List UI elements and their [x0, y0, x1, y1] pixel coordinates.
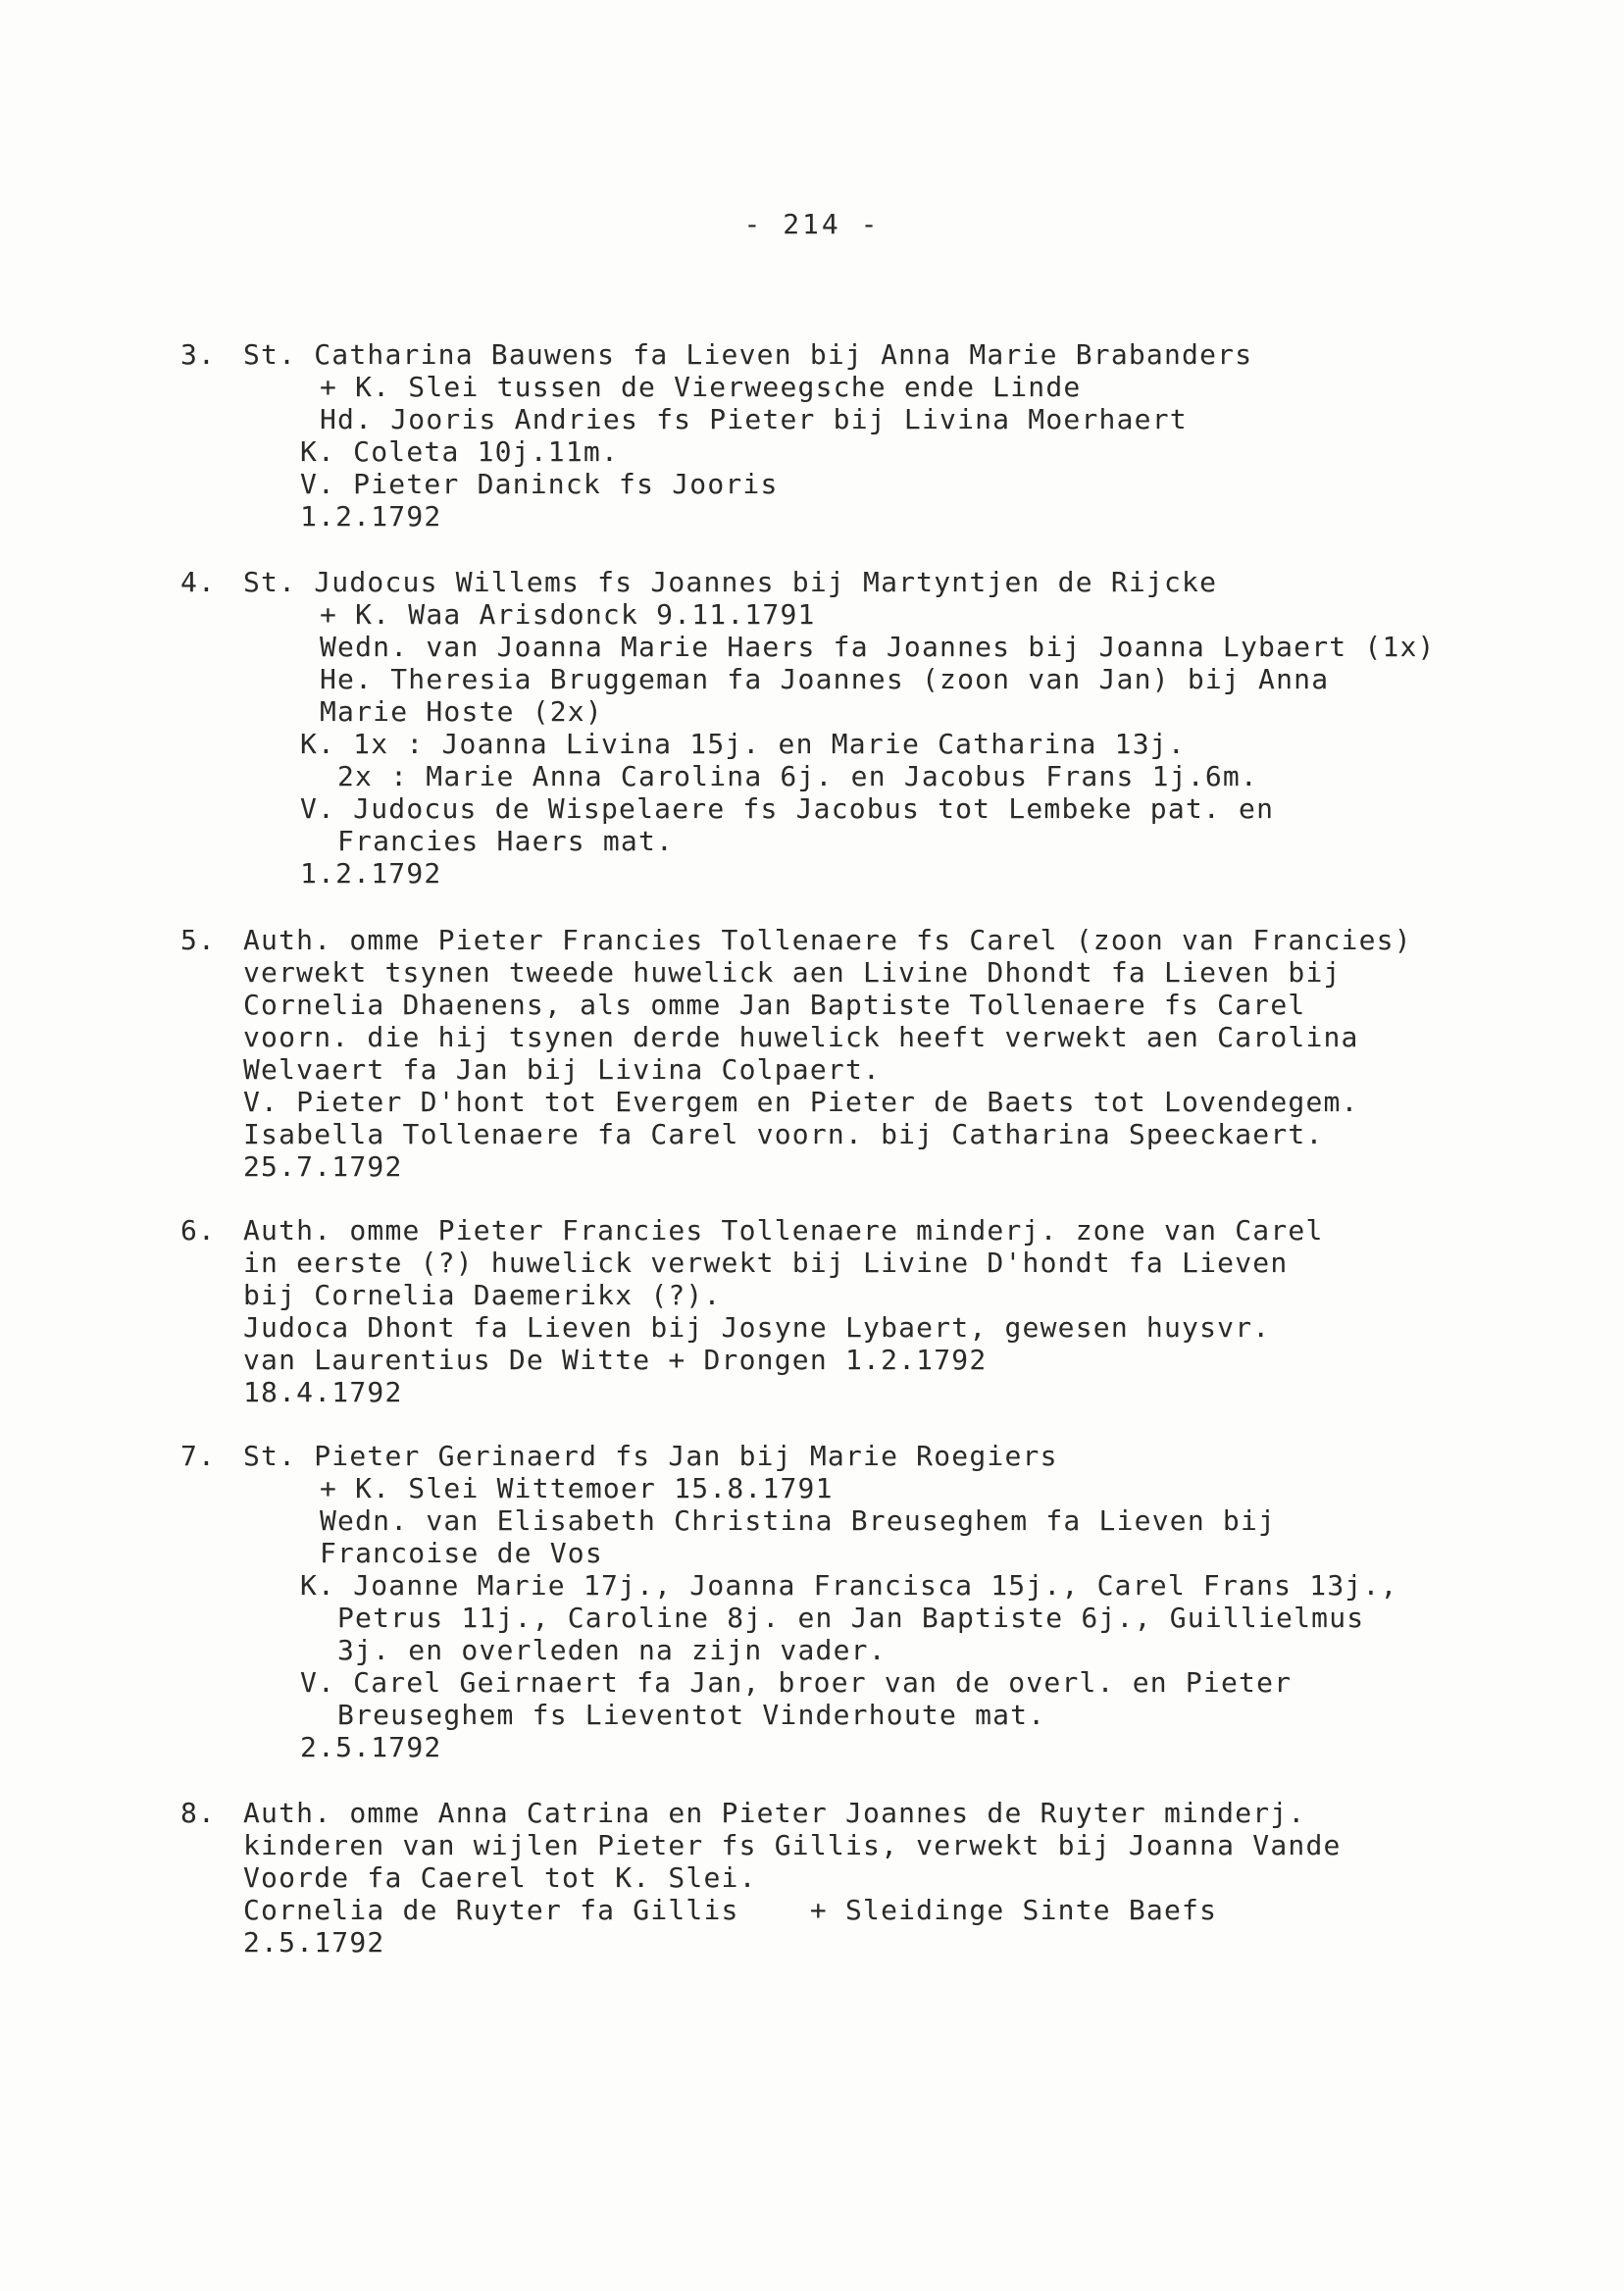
entry-number: 3.	[180, 338, 217, 371]
entry-line: Auth. omme Pieter Francies Tollenaere fs Carel (zoon van Francies)	[243, 924, 1412, 956]
entry-line: Wedn. van Elisabeth Christina Breuseghem fa Lieven bij	[320, 1504, 1277, 1537]
entry-line: + K. Slei Wittemoer 15.8.1791	[320, 1472, 834, 1504]
entry-7	[180, 1440, 1593, 1763]
page-number: - 214 -	[743, 208, 881, 240]
entry-line: Petrus 11j., Caroline 8j. en Jan Baptiste 6j., Guillielmus	[337, 1602, 1365, 1634]
entry-line: Wedn. van Joanna Marie Haers fa Joannes bij Joanna Lybaert (1x)	[320, 631, 1436, 663]
entry-line: Isabella Tollenaere fa Carel voorn. bij Catharina Speeckaert.	[243, 1118, 1324, 1150]
entry-line: 2.5.1792	[300, 1731, 442, 1763]
entry-line: K. 1x : Joanna Livina 15j. en Marie Catharina 13j.	[300, 728, 1186, 760]
entry-number: 5.	[180, 924, 217, 956]
entry-body	[180, 1214, 1593, 1408]
entry-number: 6.	[180, 1214, 217, 1247]
entry-line: Breuseghem fs Lieventot Vinderhoute mat.	[337, 1699, 1046, 1731]
entry-line: 3j. en overleden na zijn vader.	[337, 1634, 887, 1666]
entry-number: 7.	[180, 1440, 217, 1472]
entry-line: St. Pieter Gerinaerd fs Jan bij Marie Roegiers	[243, 1440, 1058, 1472]
entry-line: in eerste (?) huwelick verwekt bij Livine D'hondt fa Lieven	[243, 1247, 1289, 1279]
entry-number: 8.	[180, 1797, 217, 1829]
entry-line: + K. Slei tussen de Vierweegsche ende Linde	[320, 371, 1082, 403]
entry-line: Cornelia de Ruyter fa Gillis + Sleidinge Sinte Baefs	[243, 1894, 1218, 1926]
entry-line: V. Judocus de Wispelaere fs Jacobus tot Lembeke pat. en	[300, 792, 1275, 825]
entry-4	[180, 566, 1593, 890]
entry-line: Cornelia Dhaenens, als omme Jan Baptiste Tollenaere fs Carel	[243, 989, 1306, 1021]
entry-body	[180, 566, 1593, 890]
entry-line: V. Pieter D'hont tot Evergem en Pieter de Baets tot Lovendegem.	[243, 1086, 1359, 1118]
entry-line: Auth. omme Pieter Francies Tollenaere minderj. zone van Carel	[243, 1214, 1324, 1247]
entry-body	[180, 924, 1593, 1183]
entry-line: Marie Hoste (2x)	[320, 695, 603, 728]
entry-line: He. Theresia Bruggeman fa Joannes (zoon van Jan) bij Anna	[320, 663, 1330, 695]
entry-line: St. Catharina Bauwens fa Lieven bij Anna Marie Brabanders	[243, 338, 1253, 371]
entry-line: 2x : Marie Anna Carolina 6j. en Jacobus Frans 1j.6m.	[337, 760, 1258, 792]
entry-line: kinderen van wijlen Pieter fs Gillis, verwekt bij Joanna Vande	[243, 1829, 1342, 1861]
entry-line: V. Carel Geirnaert fa Jan, broer van de overl. en Pieter	[300, 1666, 1293, 1699]
entry-line: voorn. die hij tsynen derde huwelick heeft verwekt aen Carolina	[243, 1021, 1359, 1053]
entry-line: 1.2.1792	[300, 500, 442, 533]
entry-line: 25.7.1792	[243, 1150, 403, 1183]
entry-line: Welvaert fa Jan bij Livina Colpaert.	[243, 1053, 882, 1086]
entry-line: V. Pieter Daninck fs Jooris	[300, 468, 779, 500]
entry-line: Judoca Dhont fa Lieven bij Josyne Lybaert, gewesen huysvr.	[243, 1311, 1271, 1344]
entry-body	[180, 1440, 1593, 1763]
entry-line: 2.5.1792	[243, 1926, 385, 1959]
entry-line: Hd. Jooris Andries fs Pieter bij Livina Moerhaert	[320, 403, 1188, 435]
entry-line: Voorde fa Caerel tot K. Slei.	[243, 1861, 757, 1894]
entry-line: bij Cornelia Daemerikx (?).	[243, 1279, 722, 1311]
entry-line: 1.2.1792	[300, 857, 442, 890]
entry-line: Auth. omme Anna Catrina en Pieter Joannes de Ruyter minderj.	[243, 1797, 1306, 1829]
entry-line: 18.4.1792	[243, 1376, 403, 1408]
entry-number: 4.	[180, 566, 217, 598]
entry-line: van Laurentius De Witte + Drongen 1.2.1792	[243, 1344, 988, 1376]
entry-3	[180, 338, 1593, 533]
entry-line: verwekt tsynen tweede huwelick aen Livine Dhondt fa Lieven bij	[243, 956, 1342, 989]
entry-8	[180, 1797, 1593, 1959]
entry-body	[180, 1797, 1593, 1959]
entry-line: St. Judocus Willems fs Joannes bij Martyntjen de Rijcke	[243, 566, 1218, 598]
entry-line: + K. Waa Arisdonck 9.11.1791	[320, 598, 816, 631]
entry-line: K. Joanne Marie 17j., Joanna Francisca 15j., Carel Frans 13j.,	[300, 1569, 1398, 1602]
entry-line: Francoise de Vos	[320, 1537, 603, 1569]
entry-line: Francies Haers mat.	[337, 825, 675, 857]
entry-line: K. Coleta 10j.11m.	[300, 435, 620, 468]
entry-5	[180, 924, 1593, 1183]
entry-6	[180, 1214, 1593, 1408]
entry-body	[180, 338, 1593, 533]
